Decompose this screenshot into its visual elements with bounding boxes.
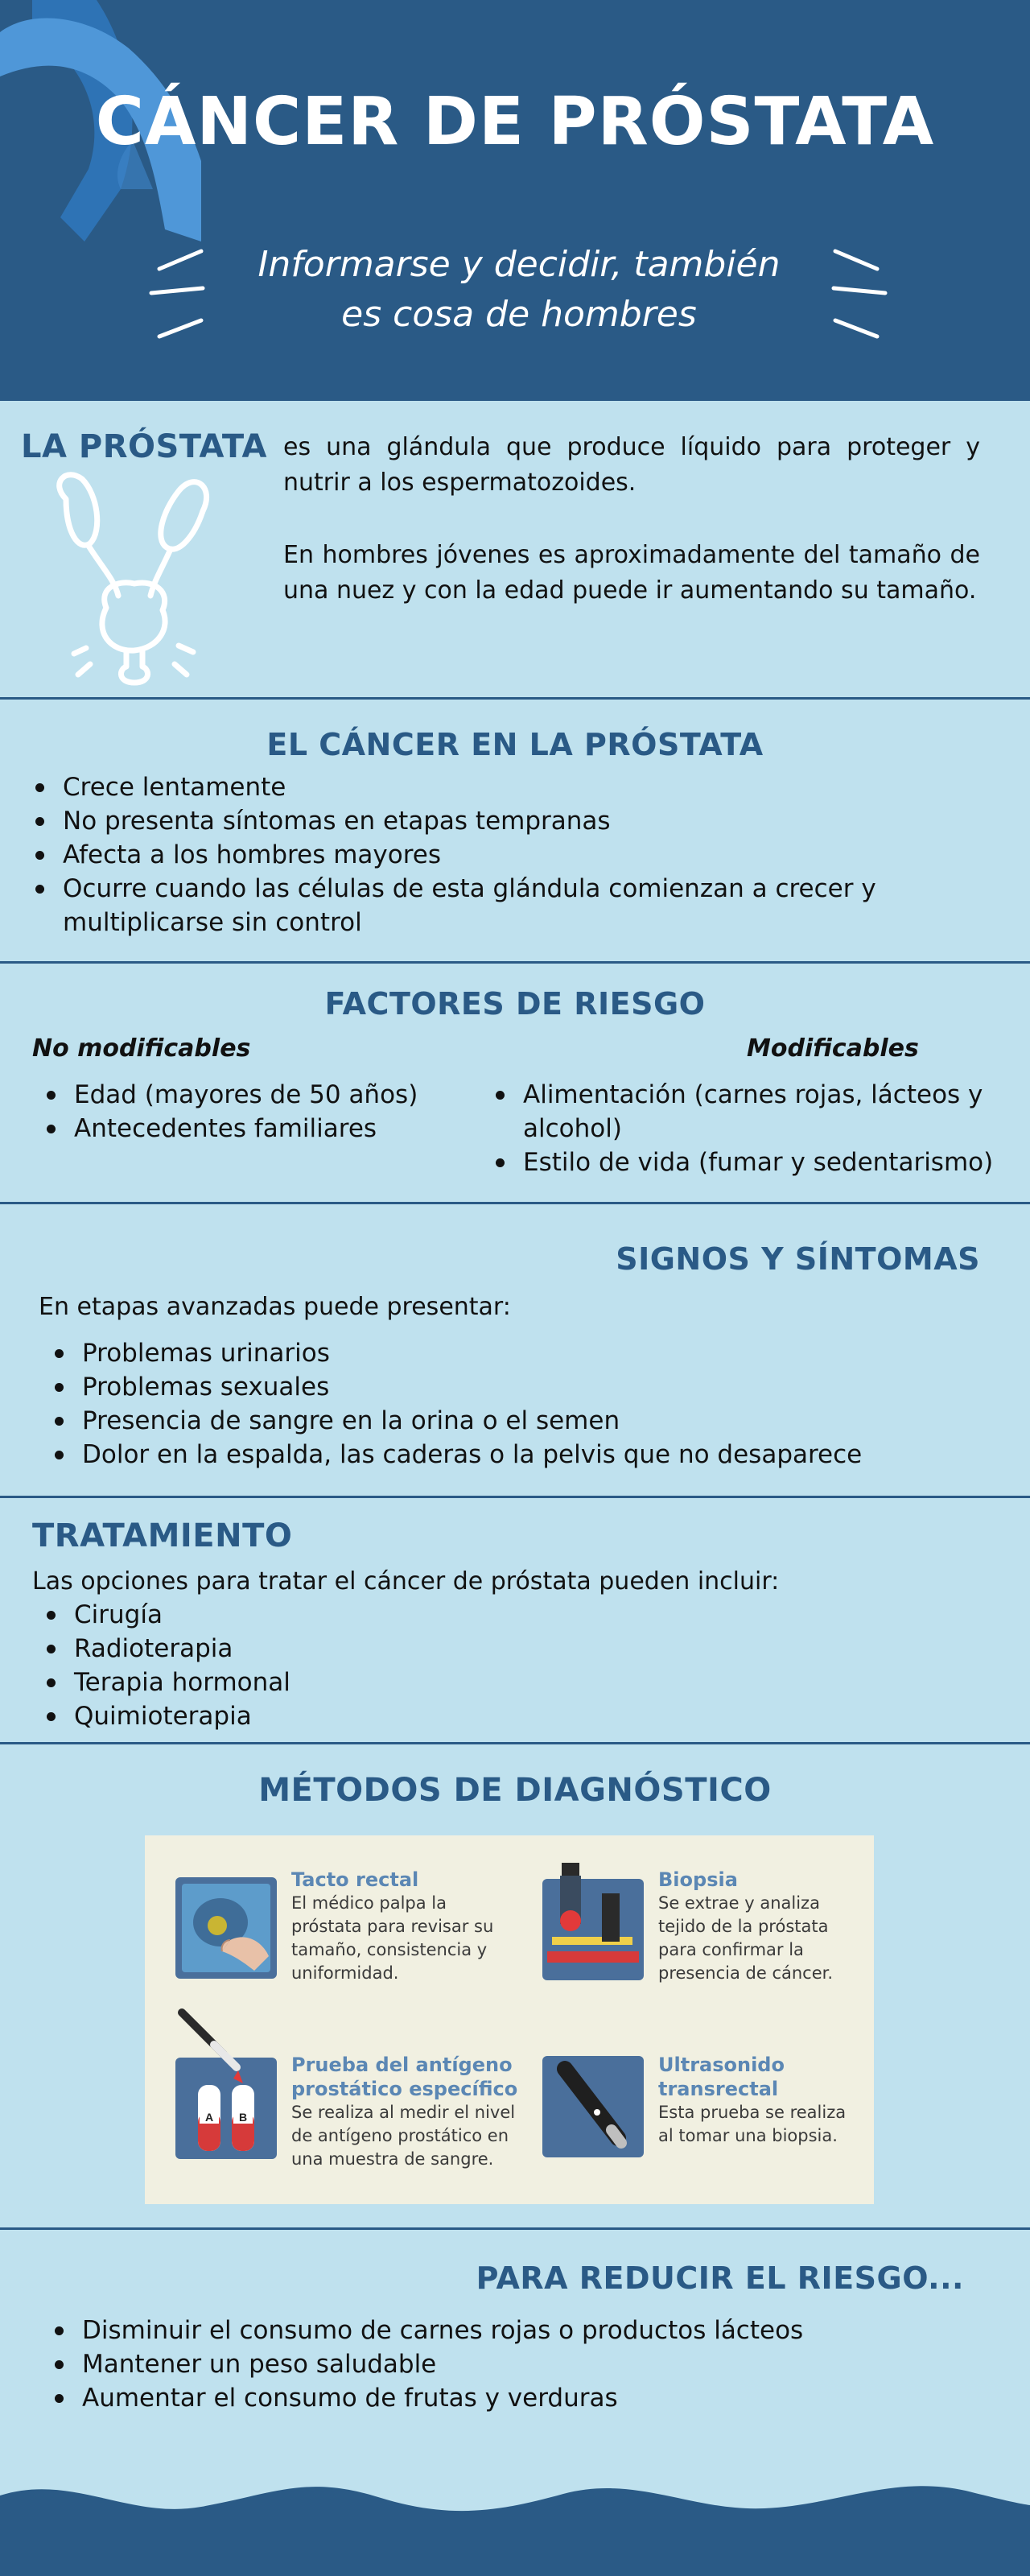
list-item: Radioterapia: [32, 1632, 676, 1666]
tube-label-a: A: [204, 2111, 214, 2124]
tube-label-b: B: [238, 2111, 248, 2124]
reduce-risk-section: [0, 2230, 1030, 2479]
prostate-paragraph-2: En hombres jóvenes es aproximadamente del tamaño de una nuez y con la edad puede ir aumentando su tamaño.: [283, 541, 980, 605]
method-description: Esta prueba se realiza al tomar una biopsia.: [658, 2103, 847, 2145]
method-description: Se extrae y analiza tejido de la próstata para confirmar la presencia de cáncer.: [658, 1893, 834, 1983]
method-rectal-exam: [291, 1868, 496, 1985]
diagnosis-panel: [145, 1835, 874, 2204]
left-rays-decoration: [145, 242, 209, 346]
modifiable-label: Modificables: [747, 1034, 919, 1063]
list-item: Antecedentes familiares: [32, 1112, 435, 1146]
cancer-list: [21, 770, 987, 939]
treatment-heading: TRATAMIENTO: [32, 1517, 293, 1554]
non-modifiable-list: [32, 1078, 435, 1146]
cancer-section: [0, 700, 1030, 961]
method-biopsy: [658, 1868, 859, 1985]
diagnosis-heading: MÉTODOS DE DIAGNÓSTICO: [258, 1772, 772, 1809]
prostate-heading: LA PRÓSTATA: [21, 428, 267, 465]
list-item: Problemas urinarios: [40, 1336, 1006, 1370]
footer-wave-decoration: [0, 2479, 1030, 2576]
method-description: Se realiza al medir el nivel de antígeno prostático en una muestra de sangre.: [291, 2103, 516, 2169]
list-item: Mantener un peso saludable: [40, 2347, 1006, 2381]
page-title: CÁNCER DE PRÓSTATA: [95, 84, 935, 160]
method-description: El médico palpa la próstata para revisar su tamaño, consistencia y uniformidad.: [291, 1893, 494, 1983]
cancer-heading: EL CÁNCER EN LA PRÓSTATA: [266, 727, 764, 762]
prostate-section: [0, 401, 1030, 697]
list-item: Estilo de vida (fumar y sedentarismo): [481, 1146, 1012, 1179]
subtitle: [201, 240, 837, 340]
rectal-exam-icon: [174, 1876, 278, 1980]
list-item: Disminuir el consumo de carnes rojas o productos lácteos: [40, 2314, 1006, 2347]
list-item: Crece lentamente: [21, 770, 987, 804]
right-rays-decoration: [827, 242, 892, 346]
risk-section: [0, 964, 1030, 1202]
subtitle-line-1: Informarse y decidir, también: [258, 244, 781, 285]
list-item: Cirugía: [32, 1598, 676, 1632]
prostate-organ-icon: [42, 467, 219, 692]
subtitle-line-2: es cosa de hombres: [341, 294, 697, 335]
symptoms-intro: En etapas avanzadas puede presentar:: [39, 1293, 511, 1321]
list-item: Ocurre cuando las células de esta glándula comienzan a crecer y multiplicarse sin control: [21, 872, 930, 939]
list-item: Aumentar el consumo de frutas y verduras: [40, 2381, 1006, 2415]
microscope-icon: [541, 1861, 645, 1982]
list-item: Quimioterapia: [32, 1699, 676, 1733]
list-item: Terapia hormonal: [32, 1666, 676, 1699]
ultrasound-probe-icon: [541, 2054, 645, 2159]
symptoms-section: [0, 1204, 1030, 1496]
symptoms-list: [40, 1336, 1006, 1472]
method-title: Tacto rectal: [291, 1868, 419, 1891]
method-psa-test: [291, 2053, 525, 2171]
treatment-intro: Las opciones para tratar el cáncer de próstata pueden incluir:: [32, 1567, 780, 1596]
reduce-risk-list: [40, 2314, 1006, 2415]
non-modifiable-label: No modificables: [32, 1034, 251, 1063]
method-title: Biopsia: [658, 1868, 738, 1891]
list-item: Alimentación (carnes rojas, lácteos y alcohol): [481, 1078, 1012, 1146]
prostate-paragraph-1: es una glándula que produce líquido para proteger y nutrir a los espermatozoides.: [283, 433, 980, 497]
reduce-risk-heading: PARA REDUCIR EL RIESGO...: [476, 2260, 964, 2296]
method-ultrasound: [658, 2053, 859, 2148]
list-item: Afecta a los hombres mayores: [21, 838, 987, 872]
list-item: Presencia de sangre en la orina o el semen: [40, 1404, 1006, 1438]
list-item: Problemas sexuales: [40, 1370, 1006, 1404]
treatment-section: [0, 1498, 1030, 1742]
symptoms-heading: SIGNOS Y SÍNTOMAS: [616, 1241, 980, 1277]
list-item: Dolor en la espalda, las caderas o la pelvis que no desaparece: [40, 1438, 1006, 1472]
method-title: Ultrasonido transrectal: [658, 2054, 785, 2100]
treatment-list: [32, 1598, 676, 1733]
list-item: Edad (mayores de 50 años): [32, 1078, 435, 1112]
blood-test-tubes-icon: [174, 2006, 282, 2167]
header-banner: [0, 0, 1030, 401]
method-title: Prueba del antígeno prostático específico: [291, 2054, 518, 2100]
risk-heading: FACTORES DE RIESGO: [324, 986, 706, 1022]
list-item: No presenta síntomas en etapas tempranas: [21, 804, 987, 838]
modifiable-list: [481, 1078, 1012, 1179]
